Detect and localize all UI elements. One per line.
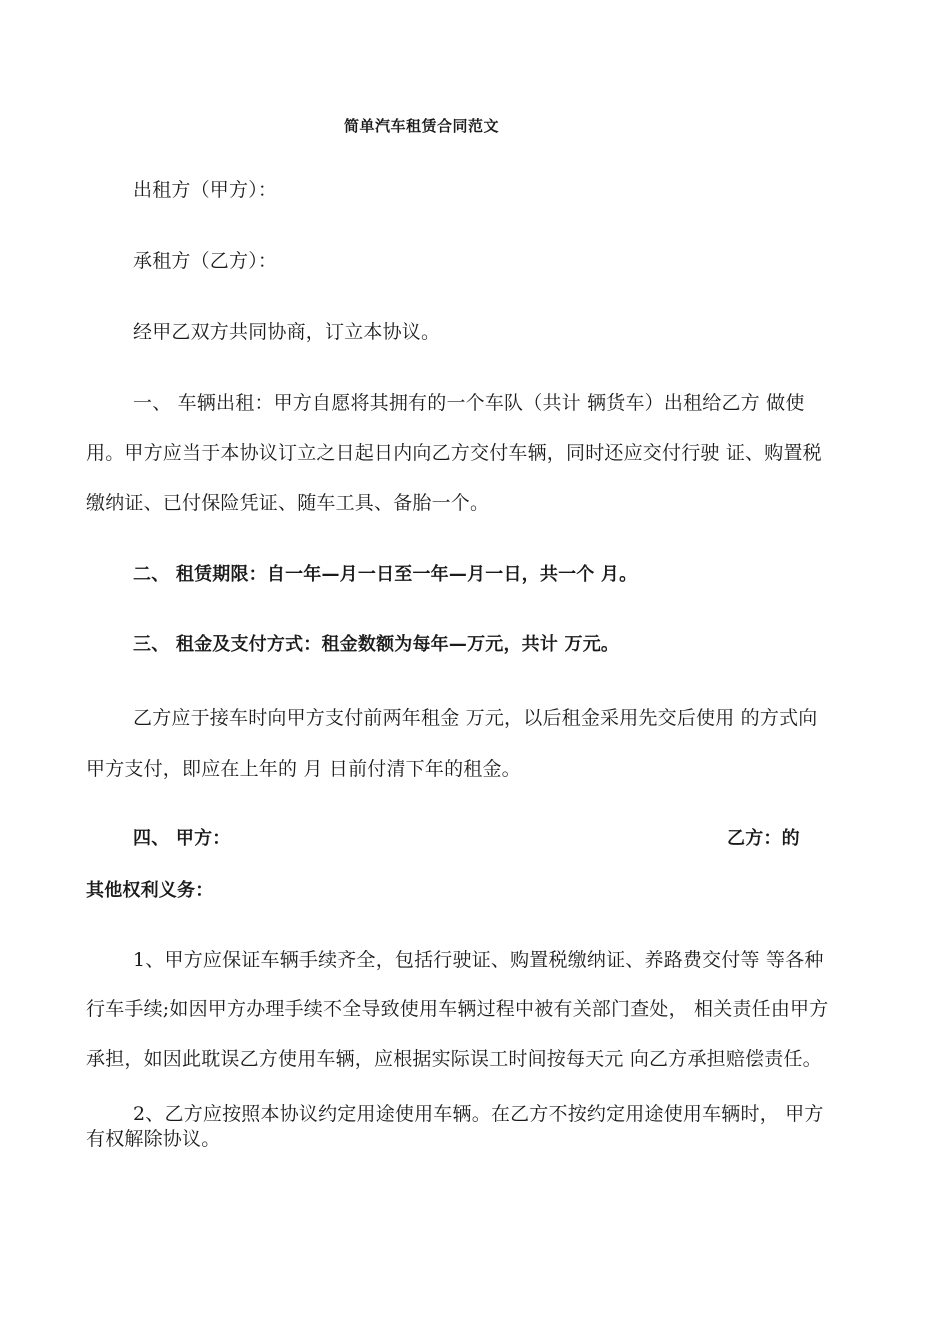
document-title: 简单汽车租赁合同范文 (344, 117, 500, 135)
section-2-heading: 二、 租赁期限：自一年—月一日至一年—月一日，共一个 月。 (133, 564, 638, 585)
item-2-line-1: 2、乙方应按照本协议约定用途使用车辆。在乙方不按约定用途使用车辆时， 甲方 (133, 1103, 824, 1125)
section-1-line-1: 一、 车辆出租：甲方自愿将其拥有的一个车队（共计 辆货车）出租给乙方 做使 (133, 392, 805, 414)
item-2-line-2: 有权解除协议。 (86, 1128, 221, 1150)
item-1-line-2: 行车手续;如因甲方办理手续不全导致使用车辆过程中被有关部门查处， 相关责任由甲方 (86, 998, 829, 1020)
section-3-payment-line-1: 乙方应于接车时向甲方支付前两年租金 万元，以后租金采用先交后使用 的方式向 (133, 707, 818, 729)
intro-paragraph: 经甲乙双方共同协商，订立本协议。 (133, 321, 441, 343)
section-1-line-2: 用。甲方应当于本协议订立之日起日内向乙方交付车辆，同时还应交付行驶 证、购置税 (86, 442, 822, 464)
lessee-line: 承租方（乙方）： (133, 250, 278, 272)
section-3-payment-line-2: 甲方支付，即应在上年的 月 日前付清下年的租金。 (86, 758, 521, 780)
section-3-heading: 三、 租金及支付方式：租金数额为每年—万元，共计 万元。 (133, 634, 620, 655)
section-1-line-3: 缴纳证、已付保险凭证、随车工具、备胎一个。 (86, 492, 490, 514)
section-4-heading-left: 四、 甲方： (133, 828, 231, 849)
item-1-line-3: 承担，如因此耽误乙方使用车辆，应根据实际误工时间按每天元 向乙方承担赔偿责任。 (86, 1048, 822, 1070)
item-1-line-1: 1、甲方应保证车辆手续齐全，包括行驶证、购置税缴纳证、养路费交付等 等各种 (133, 949, 824, 971)
section-4-heading-right: 乙方：的 (727, 828, 800, 849)
lessor-line: 出租方（甲方）： (133, 179, 278, 201)
section-4-heading-line-2: 其他权利义务： (86, 880, 214, 901)
